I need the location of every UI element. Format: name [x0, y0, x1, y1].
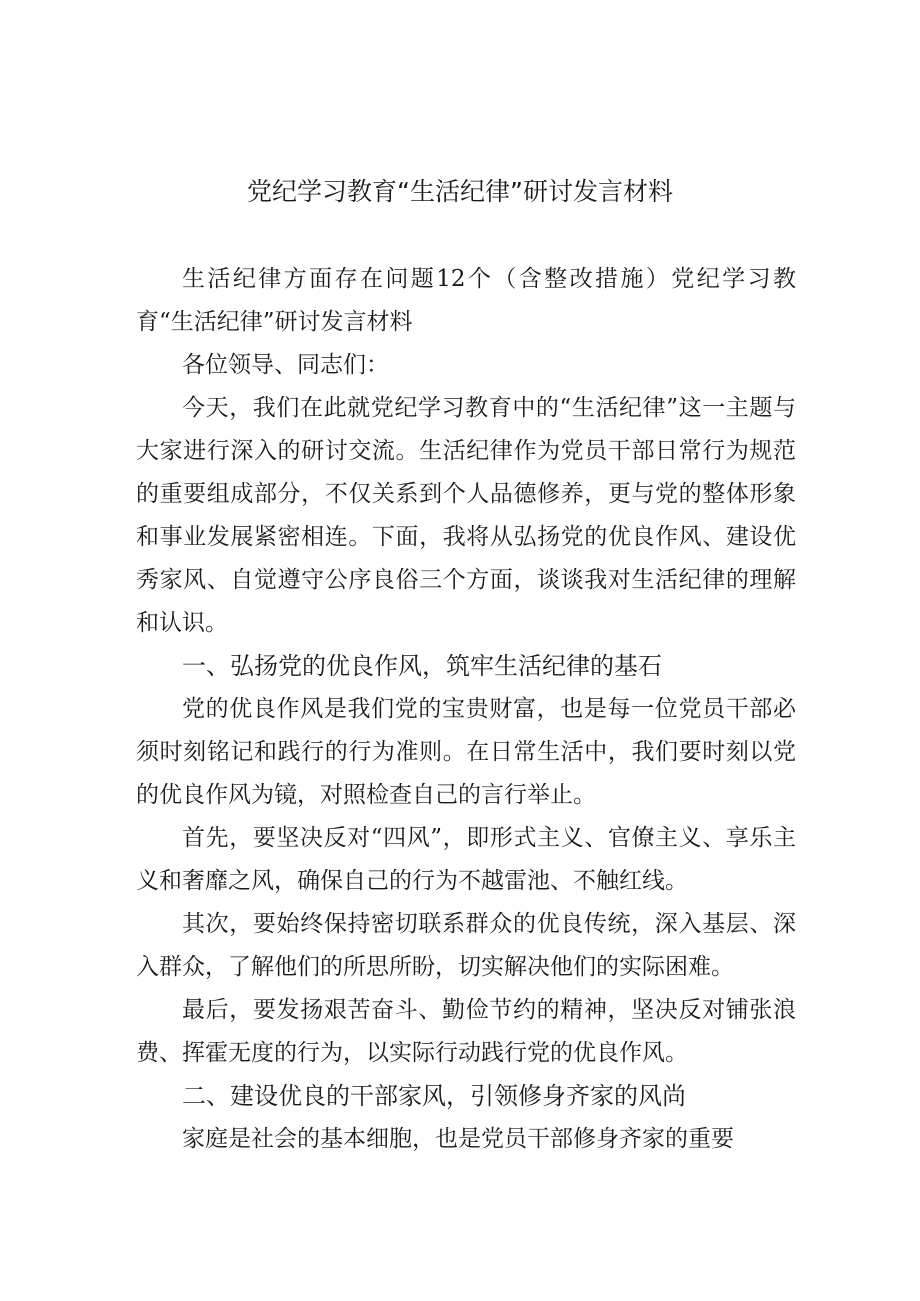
intro-paragraph: 今天，我们在此就党纪学习教育中的“生活纪律”这一主题与大家进行深入的研讨交流。生活纪律作为党员干部日常行为规范的重要组成部分，不仅关系到个人品德修养，更与党的整体形象和事业发展紧密相连。下面，我将从弘扬党的优良作风、建设优秀家风、自觉遵守公序良俗三个方面，谈谈我对生活纪律的理解和认识。: [136, 395, 796, 636]
section-1-heading: 一、弘扬党的优良作风，筑牢生活纪律的基石: [182, 652, 662, 680]
section-1-paragraph-2: 首先，要坚决反对“四风”，即形式主义、官僚主义、享乐主义和奢靡之风，确保自己的行为不越雷池、不触红线。: [136, 825, 796, 894]
section-2-heading: 二、建设优良的干部家风，引领修身齐家的风尚: [182, 1082, 686, 1110]
section-2-paragraph-1: 家庭是社会的基本细胞，也是党员干部修身齐家的重要: [182, 1126, 734, 1152]
section-1-paragraph-3: 其次，要始终保持密切联系群众的优良传统，深入基层、深入群众，了解他们的所思所盼，切实解决他们的实际困难。: [136, 911, 796, 980]
document-body: [136, 258, 796, 1161]
section-1-paragraph-1: 党的优良作风是我们党的宝贵财富，也是每一位党员干部必须时刻铭记和践行的行为准则。在日常生活中，我们要时刻以党的优良作风为镜，对照检查自己的言行举止。: [136, 696, 796, 808]
salutation: 各位领导、同志们：: [182, 352, 389, 378]
document-subtitle: 生活纪律方面存在问题12个（含整改措施）党纪学习教育“生活纪律”研讨发言材料: [136, 266, 796, 335]
section-1-paragraph-4: 最后，要发扬艰苦奋斗、勤俭节约的精神，坚决反对铺张浪费、挥霍无度的行为，以实际行动践行党的优良作风。: [136, 997, 796, 1066]
document-title: 党纪学习教育“生活纪律”研讨发言材料: [247, 177, 673, 206]
